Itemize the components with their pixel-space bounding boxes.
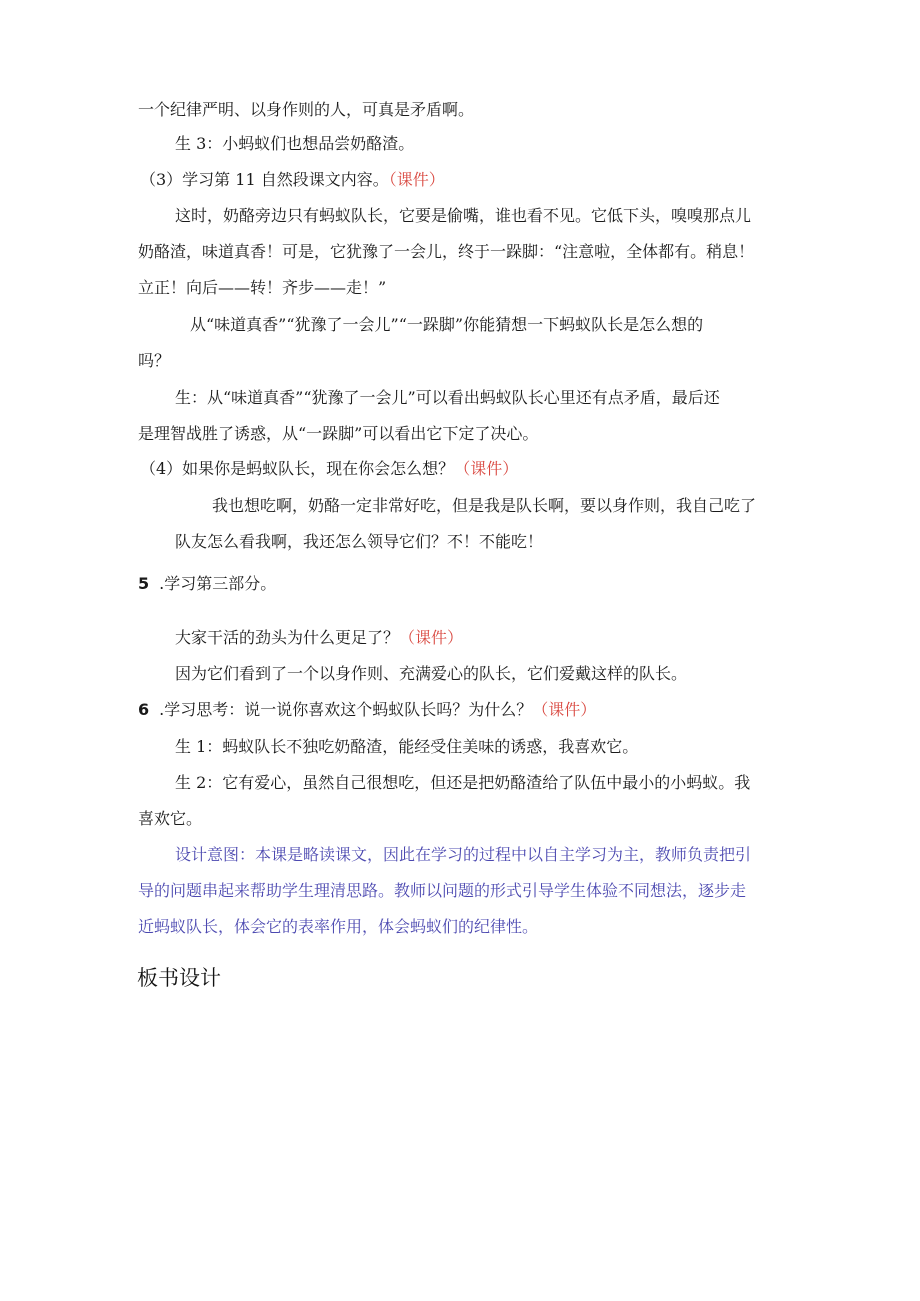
- question-line: 吗？: [138, 351, 171, 370]
- student-answer: 生 1：蚂蚁队长不独吃奶酪渣，能经受住美味的诱惑，我喜欢它。: [175, 737, 639, 756]
- answer-line: 因为它们看到了一个以身作则、充满爱心的队长，它们爱戴这样的队长。: [175, 664, 688, 683]
- quote-line: 奶酪渣，味道真香！可是，它犹豫了一会儿，终于一跺脚：“注意啦，全体都有。稍息！: [138, 242, 755, 261]
- question-text: 大家干活的劲头为什么更足了？: [175, 628, 400, 647]
- student-answer: 是理智战胜了诱惑，从“一跺脚”可以看出它下定了决心。: [138, 424, 539, 443]
- response-line: 我也想吃啊，奶酪一定非常好吃，但是我是队长啊，要以身作则，我自己吃了: [212, 496, 757, 515]
- student-answer: 生：从“味道真香”“犹豫了一会儿”可以看出蚂蚁队长心里还有点矛盾，最后还: [175, 388, 720, 407]
- section-6-text: .学习思考：说一说你喜欢这个蚂蚁队长吗？为什么？: [159, 700, 533, 719]
- quote-line: 立正！向后——转！齐步——走！”: [138, 278, 387, 297]
- courseware-tag: （课件）: [399, 628, 464, 647]
- design-intent: 近蚂蚁队长，体会它的表率作用，体会蚂蚁们的纪律性。: [138, 917, 539, 936]
- student-answer: 生 2：它有爱心，虽然自己很想吃，但还是把奶酪渣给了队伍中最小的小蚂蚁。我: [175, 773, 751, 792]
- courseware-tag: （课件）: [454, 459, 519, 478]
- design-intent: 导的问题串起来帮助学生理清思路。教师以问题的形式引导学生体验不同想法，逐步走: [138, 881, 747, 900]
- student-answer: 生 3：小蚂蚁们也想品尝奶酪渣。: [175, 134, 415, 153]
- section-3-text: （3）学习第 11 自然段课文内容。: [140, 170, 389, 189]
- courseware-tag: （课件）: [388, 170, 445, 189]
- section-4-heading: [140, 459, 518, 479]
- question-line: [175, 628, 463, 648]
- response-line: 队友怎么看我啊，我还怎么领导它们？不！不能吃！: [175, 532, 544, 551]
- section-6-heading: [138, 700, 596, 720]
- question-line: 从“味道真香”“犹豫了一会儿”“一跺脚”你能猜想一下蚂蚁队长是怎么想的: [190, 315, 704, 334]
- section-4-text: （4）如果你是蚂蚁队长，现在你会怎么想？: [140, 459, 455, 478]
- courseware-tag: （课件）: [532, 700, 597, 719]
- design-intent: 设计意图：本课是略读课文，因此在学习的过程中以自主学习为主，教师负责把引: [175, 845, 752, 864]
- quote-line: 这时，奶酪旁边只有蚂蚁队长，它要是偷嘴，谁也看不见。它低下头，嗅嗅那点儿: [175, 206, 752, 225]
- text-line: 一个纪律严明、以身作则的人，可真是矛盾啊。: [138, 100, 475, 119]
- section-5-heading: [138, 574, 276, 594]
- section-number: 6: [138, 700, 150, 719]
- section-number: 5: [138, 574, 150, 593]
- section-3-heading: [140, 170, 445, 190]
- board-design-heading: 板书设计: [137, 966, 221, 990]
- section-5-text: .学习第三部分。: [159, 574, 277, 593]
- student-answer: 喜欢它。: [138, 809, 203, 828]
